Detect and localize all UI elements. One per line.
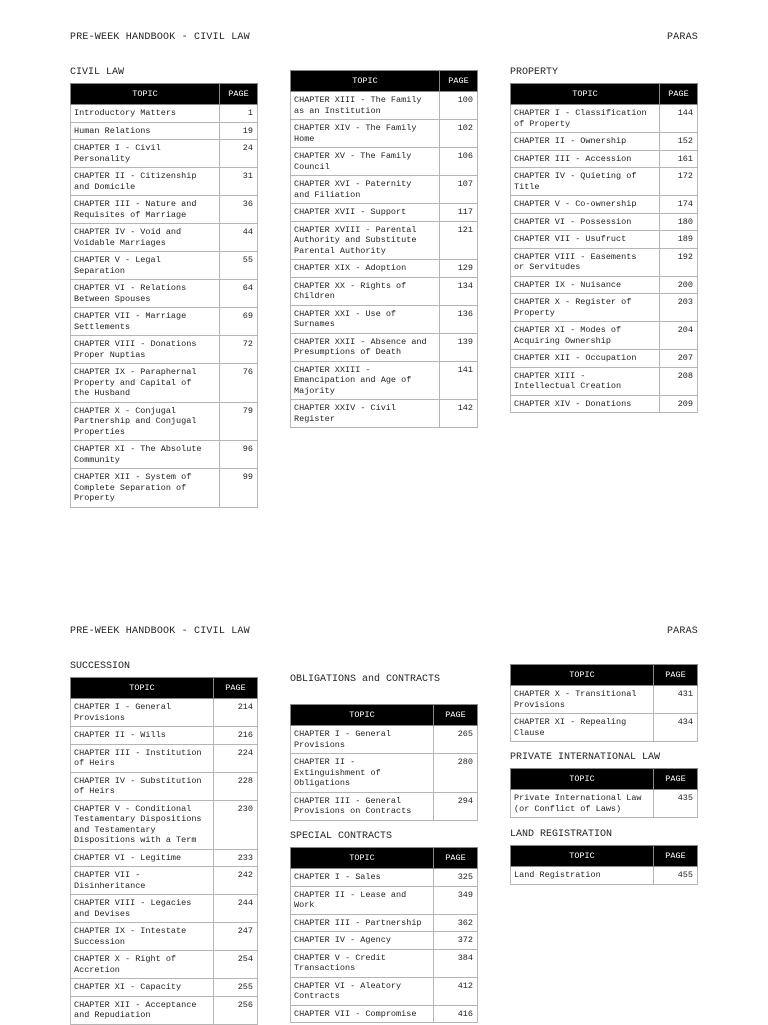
table-row <box>71 979 258 997</box>
page-number-cell: 207 <box>660 350 698 368</box>
topic-cell: CHAPTER IX - Paraphernal Property and Capital of the Husband <box>71 364 220 403</box>
table-row <box>71 996 258 1024</box>
property-table <box>510 83 698 413</box>
private-intl-law-table <box>510 768 698 818</box>
page-number-cell: 99 <box>220 469 258 508</box>
page-number-cell: 55 <box>220 252 258 280</box>
page-number-cell: 280 <box>434 754 478 793</box>
table-row <box>71 923 258 951</box>
table-row <box>291 754 478 793</box>
page-number-cell: 434 <box>654 714 698 742</box>
page1-header-author: PARAS <box>666 32 698 43</box>
page-number-cell: 76 <box>220 364 258 403</box>
page-number-cell: 96 <box>220 441 258 469</box>
topic-cell: Introductory Matters <box>71 105 220 123</box>
page-number-cell: 216 <box>214 727 258 745</box>
page-number-cell: 294 <box>434 792 478 820</box>
topic-cell: CHAPTER IX - Nuisance <box>511 276 660 294</box>
page-number-cell: 200 <box>660 276 698 294</box>
table-row <box>71 951 258 979</box>
topic-cell: CHAPTER XV - The Family Council <box>291 148 440 176</box>
topic-cell: CHAPTER XI - Modes of Acquiring Ownership <box>511 322 660 350</box>
table-row <box>71 364 258 403</box>
column-header-topic: TOPIC <box>291 705 434 726</box>
topic-cell: CHAPTER VII - Marriage Settlements <box>71 308 220 336</box>
topic-cell: CHAPTER II - Ownership <box>511 133 660 151</box>
table-row <box>511 867 698 885</box>
table-row <box>71 336 258 364</box>
topic-cell: CHAPTER XII - Occupation <box>511 350 660 368</box>
page-number-cell: 228 <box>214 772 258 800</box>
column-header-page: PAGE <box>654 769 698 790</box>
table-header-row <box>71 678 258 699</box>
topic-cell: CHAPTER VI - Relations Between Spouses <box>71 280 220 308</box>
table-row <box>71 727 258 745</box>
topic-cell: CHAPTER XIV - The Family Home <box>291 120 440 148</box>
topic-cell: CHAPTER XII - Acceptance and Repudiation <box>71 996 214 1024</box>
topic-cell: CHAPTER XII - System of Complete Separation of Property <box>71 469 220 508</box>
page-number-cell: 19 <box>220 122 258 140</box>
topic-cell: CHAPTER I - Sales <box>291 869 434 887</box>
table-header-row <box>291 71 478 92</box>
property-title: PROPERTY <box>510 67 559 78</box>
table-row <box>291 148 478 176</box>
table-row <box>511 322 698 350</box>
table-row <box>511 105 698 133</box>
table-row <box>291 277 478 305</box>
page-number-cell: 180 <box>660 213 698 231</box>
page-number-cell: 139 <box>440 333 478 361</box>
table-row <box>71 441 258 469</box>
page-number-cell: 142 <box>440 400 478 428</box>
table-row <box>71 867 258 895</box>
table-row <box>511 686 698 714</box>
page-number-cell: 134 <box>440 277 478 305</box>
page-number-cell: 117 <box>440 204 478 222</box>
table-header-row <box>511 665 698 686</box>
table-row <box>71 402 258 441</box>
topic-cell: CHAPTER VII - Compromise <box>291 1005 434 1023</box>
topic-cell: CHAPTER VIII - Legacies and Devises <box>71 895 214 923</box>
page-number-cell: 72 <box>220 336 258 364</box>
topic-cell: CHAPTER XXII - Absence and Presumptions of Death <box>291 333 440 361</box>
page-number-cell: 255 <box>214 979 258 997</box>
obligations-title: OBLIGATIONS and CONTRACTS <box>290 674 441 685</box>
topic-cell: CHAPTER XVIII - Parental Authority and Substitute Parental Authority <box>291 221 440 260</box>
table-row <box>511 790 698 818</box>
page-number-cell: 455 <box>654 867 698 885</box>
topic-cell: CHAPTER VI - Aleatory Contracts <box>291 977 434 1005</box>
page-number-cell: 100 <box>440 92 478 120</box>
page-number-cell: 233 <box>214 849 258 867</box>
topic-cell: CHAPTER X - Conjugal Partnership and Conjugal Properties <box>71 402 220 441</box>
page-number-cell: 106 <box>440 148 478 176</box>
topic-cell: CHAPTER XVII - Support <box>291 204 440 222</box>
table-row <box>71 699 258 727</box>
table-row <box>291 886 478 914</box>
table-row <box>291 204 478 222</box>
column-header-page: PAGE <box>660 84 698 105</box>
transitional-provisions-table <box>510 664 698 742</box>
topic-cell: CHAPTER I - General Provisions <box>291 726 434 754</box>
page-number-cell: 208 <box>660 367 698 395</box>
page-number-cell: 349 <box>434 886 478 914</box>
table-row <box>71 772 258 800</box>
topic-cell: CHAPTER III - Institution of Heirs <box>71 744 214 772</box>
column-header-page: PAGE <box>654 846 698 867</box>
table-row <box>291 1005 478 1023</box>
topic-cell: CHAPTER II - Extinguishment of Obligations <box>291 754 434 793</box>
page-number-cell: 44 <box>220 224 258 252</box>
page-number-cell: 214 <box>214 699 258 727</box>
topic-cell: CHAPTER II - Lease and Work <box>291 886 434 914</box>
topic-cell: CHAPTER XVI - Paternity and Filiation <box>291 176 440 204</box>
page-number-cell: 254 <box>214 951 258 979</box>
table-row <box>291 726 478 754</box>
topic-cell: Human Relations <box>71 122 220 140</box>
column-header-page: PAGE <box>440 71 478 92</box>
table-row <box>511 276 698 294</box>
topic-cell: CHAPTER X - Transitional Provisions <box>511 686 654 714</box>
page-number-cell: 325 <box>434 869 478 887</box>
table-row <box>291 977 478 1005</box>
column-header-page: PAGE <box>654 665 698 686</box>
table-row <box>71 849 258 867</box>
topic-cell: CHAPTER VI - Legitime <box>71 849 214 867</box>
table-header-row <box>511 769 698 790</box>
topic-cell: Private International Law (or Conflict of Laws) <box>511 790 654 818</box>
table-row <box>291 869 478 887</box>
page-number-cell: 189 <box>660 231 698 249</box>
page-number-cell: 31 <box>220 168 258 196</box>
column-header-topic: TOPIC <box>511 846 654 867</box>
table-row <box>71 252 258 280</box>
topic-cell: CHAPTER XIII - The Family as an Institution <box>291 92 440 120</box>
special-contracts-title: SPECIAL CONTRACTS <box>290 831 393 842</box>
table-row <box>71 168 258 196</box>
topic-cell: CHAPTER I - Classification of Property <box>511 105 660 133</box>
table-row <box>511 367 698 395</box>
page-number-cell: 192 <box>660 248 698 276</box>
topic-cell: CHAPTER XXIII - Emancipation and Age of Majority <box>291 361 440 400</box>
table-row <box>511 294 698 322</box>
table-row <box>71 895 258 923</box>
column-header-page: PAGE <box>220 84 258 105</box>
table-row <box>71 224 258 252</box>
page-number-cell: 129 <box>440 260 478 278</box>
page-number-cell: 362 <box>434 914 478 932</box>
topic-cell: CHAPTER VII - Disinheritance <box>71 867 214 895</box>
page-number-cell: 172 <box>660 168 698 196</box>
land-registration-table <box>510 845 698 885</box>
table-row <box>511 350 698 368</box>
topic-cell: Land Registration <box>511 867 654 885</box>
table-row <box>511 248 698 276</box>
page-number-cell: 412 <box>434 977 478 1005</box>
page-number-cell: 224 <box>214 744 258 772</box>
page-number-cell: 102 <box>440 120 478 148</box>
page-number-cell: 136 <box>440 305 478 333</box>
column-header-topic: TOPIC <box>511 769 654 790</box>
table-row <box>511 213 698 231</box>
table-row <box>71 140 258 168</box>
table-row <box>291 361 478 400</box>
topic-cell: CHAPTER III - Accession <box>511 150 660 168</box>
table-row <box>71 280 258 308</box>
topic-cell: CHAPTER XXIV - Civil Register <box>291 400 440 428</box>
table-row <box>511 231 698 249</box>
column-header-topic: TOPIC <box>291 848 434 869</box>
page-number-cell: 36 <box>220 196 258 224</box>
topic-cell: CHAPTER VIII - Easements or Servitudes <box>511 248 660 276</box>
table-row <box>291 333 478 361</box>
table-row <box>291 92 478 120</box>
obligations-table <box>290 704 478 821</box>
page-number-cell: 152 <box>660 133 698 151</box>
page2-header-author: PARAS <box>666 626 698 637</box>
table-header-row <box>511 846 698 867</box>
topic-cell: CHAPTER XI - Repealing Clause <box>511 714 654 742</box>
page-number-cell: 244 <box>214 895 258 923</box>
table-header-row <box>71 84 258 105</box>
family-code-continued-table <box>290 70 478 428</box>
page-number-cell: 1 <box>220 105 258 123</box>
column-header-topic: TOPIC <box>511 84 660 105</box>
topic-cell: CHAPTER XIX - Adoption <box>291 260 440 278</box>
topic-cell: CHAPTER XIII - Intellectual Creation <box>511 367 660 395</box>
civil-law-title: CIVIL LAW <box>70 67 125 78</box>
table-row <box>291 305 478 333</box>
topic-cell: CHAPTER I - General Provisions <box>71 699 214 727</box>
page-number-cell: 107 <box>440 176 478 204</box>
table-row <box>291 120 478 148</box>
page-number-cell: 24 <box>220 140 258 168</box>
table-row <box>291 914 478 932</box>
table-row <box>291 932 478 950</box>
page-number-cell: 372 <box>434 932 478 950</box>
topic-cell: CHAPTER II - Citizenship and Domicile <box>71 168 220 196</box>
topic-cell: CHAPTER IV - Quieting of Title <box>511 168 660 196</box>
private-intl-law-title: PRIVATE INTERNATIONAL LAW <box>510 752 661 763</box>
topic-cell: CHAPTER V - Co-ownership <box>511 196 660 214</box>
page-number-cell: 64 <box>220 280 258 308</box>
land-registration-title: LAND REGISTRATION <box>510 829 613 840</box>
column-header-page: PAGE <box>434 705 478 726</box>
table-header-row <box>291 848 478 869</box>
page-number-cell: 174 <box>660 196 698 214</box>
topic-cell: CHAPTER II - Wills <box>71 727 214 745</box>
page-number-cell: 416 <box>434 1005 478 1023</box>
page-number-cell: 209 <box>660 395 698 413</box>
topic-cell: CHAPTER VII - Usufruct <box>511 231 660 249</box>
topic-cell: CHAPTER V - Credit Transactions <box>291 949 434 977</box>
table-row <box>71 308 258 336</box>
table-row <box>511 395 698 413</box>
table-row <box>511 168 698 196</box>
page-number-cell: 265 <box>434 726 478 754</box>
page-number-cell: 141 <box>440 361 478 400</box>
table-row <box>291 260 478 278</box>
table-row <box>291 949 478 977</box>
topic-cell: CHAPTER V - Conditional Testamentary Dispositions and Testamentary Dispositions with a Term <box>71 800 214 849</box>
special-contracts-table <box>290 847 478 1023</box>
page-number-cell: 69 <box>220 308 258 336</box>
topic-cell: CHAPTER V - Legal Separation <box>71 252 220 280</box>
page-number-cell: 435 <box>654 790 698 818</box>
topic-cell: CHAPTER XI - Capacity <box>71 979 214 997</box>
page-number-cell: 384 <box>434 949 478 977</box>
column-header-topic: TOPIC <box>71 678 214 699</box>
column-header-topic: TOPIC <box>511 665 654 686</box>
page-number-cell: 431 <box>654 686 698 714</box>
table-row <box>291 400 478 428</box>
civil-law-table <box>70 83 258 508</box>
table-row <box>71 469 258 508</box>
topic-cell: CHAPTER VIII - Donations Proper Nuptias <box>71 336 220 364</box>
column-header-topic: TOPIC <box>71 84 220 105</box>
topic-cell: CHAPTER X - Right of Accretion <box>71 951 214 979</box>
table-row <box>511 150 698 168</box>
page1-header-title: PRE-WEEK HANDBOOK - CIVIL LAW <box>70 32 250 43</box>
topic-cell: CHAPTER I - Civil Personality <box>71 140 220 168</box>
table-row <box>71 122 258 140</box>
table-row <box>511 133 698 151</box>
table-row <box>291 176 478 204</box>
table-row <box>71 105 258 123</box>
topic-cell: CHAPTER VI - Possession <box>511 213 660 231</box>
page-number-cell: 161 <box>660 150 698 168</box>
topic-cell: CHAPTER IV - Void and Voidable Marriages <box>71 224 220 252</box>
topic-cell: CHAPTER IV - Agency <box>291 932 434 950</box>
page-number-cell: 121 <box>440 221 478 260</box>
succession-table <box>70 677 258 1025</box>
succession-title: SUCCESSION <box>70 661 131 672</box>
topic-cell: CHAPTER X - Register of Property <box>511 294 660 322</box>
topic-cell: CHAPTER IV - Substitution of Heirs <box>71 772 214 800</box>
table-row <box>71 196 258 224</box>
topic-cell: CHAPTER III - Partnership <box>291 914 434 932</box>
table-row <box>71 744 258 772</box>
page-number-cell: 256 <box>214 996 258 1024</box>
table-header-row <box>511 84 698 105</box>
page-number-cell: 242 <box>214 867 258 895</box>
topic-cell: CHAPTER XI - The Absolute Community <box>71 441 220 469</box>
topic-cell: CHAPTER XXI - Use of Surnames <box>291 305 440 333</box>
table-row <box>511 196 698 214</box>
page-number-cell: 204 <box>660 322 698 350</box>
page-number-cell: 79 <box>220 402 258 441</box>
topic-cell: CHAPTER III - General Provisions on Contracts <box>291 792 434 820</box>
topic-cell: CHAPTER XX - Rights of Children <box>291 277 440 305</box>
topic-cell: CHAPTER XIV - Donations <box>511 395 660 413</box>
topic-cell: CHAPTER III - Nature and Requisites of Marriage <box>71 196 220 224</box>
page-number-cell: 247 <box>214 923 258 951</box>
column-header-page: PAGE <box>434 848 478 869</box>
table-header-row <box>291 705 478 726</box>
table-row <box>71 800 258 849</box>
page-number-cell: 203 <box>660 294 698 322</box>
column-header-topic: TOPIC <box>291 71 440 92</box>
page-number-cell: 230 <box>214 800 258 849</box>
table-row <box>291 221 478 260</box>
table-row <box>291 792 478 820</box>
topic-cell: CHAPTER IX - Intestate Succession <box>71 923 214 951</box>
table-row <box>511 714 698 742</box>
column-header-page: PAGE <box>214 678 258 699</box>
page-number-cell: 144 <box>660 105 698 133</box>
page2-header-title: PRE-WEEK HANDBOOK - CIVIL LAW <box>70 626 250 637</box>
